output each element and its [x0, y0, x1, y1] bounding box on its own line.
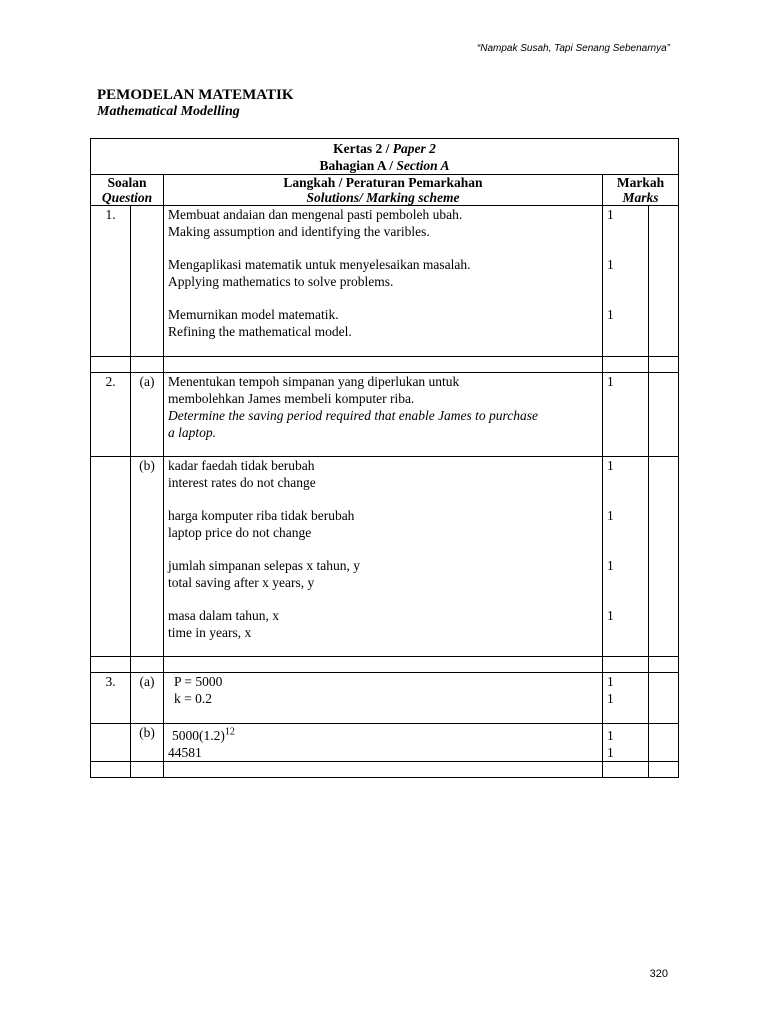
document-subtitle: Mathematical Modelling [97, 104, 240, 119]
part-label: (b) [131, 457, 164, 657]
marks-cell: 1 1 1 [603, 206, 649, 357]
marks-total-cell [649, 673, 679, 724]
table-row-q2a [91, 373, 679, 457]
question-number [91, 724, 131, 762]
section-label-en: Section A [396, 158, 450, 173]
marks-total-cell [649, 206, 679, 357]
column-header-marks: Markah Marks [603, 175, 679, 206]
page-number: 320 [649, 968, 668, 980]
marks-total-cell [649, 457, 679, 657]
exponent: 12 [224, 726, 235, 738]
part-label: (a) [131, 373, 164, 457]
column-header-question: Soalan Question [91, 175, 164, 206]
question-number: 2. [91, 373, 131, 457]
solution-cell: Membuat andaian dan mengenal pasti pemboleh ubah. Making assumption and identifying the varibles. Mengaplikasi matematik untuk menyelesaikan masalah. Applying mathematics to solve problems. Memurnikan model matematik. Refining the mathematical model. [164, 206, 603, 357]
marks-cell: 1 [603, 373, 649, 457]
marks-cell: 1 1 [603, 673, 649, 724]
marking-scheme-table [90, 138, 679, 778]
column-header-row [91, 175, 679, 206]
section-label-ms: Bahagian A / [319, 158, 397, 173]
marks-cell: 1 1 [603, 724, 649, 762]
question-number: 3. [91, 673, 131, 724]
solution-cell: P = 5000 k = 0.2 [164, 673, 603, 724]
result: 44581 [168, 745, 202, 760]
table-row-q3a [91, 673, 679, 724]
table-header-paper [91, 139, 679, 158]
expression: $5000(1.2)^{12}$ [172, 726, 235, 743]
spacer-row [91, 357, 679, 373]
document-title: PEMODELAN MATEMATIK [97, 87, 294, 103]
spacer-row [91, 762, 679, 778]
column-header-solution: Langkah / Peraturan Pemarkahan Solutions/ Marking scheme [164, 175, 603, 206]
part-label: (a) [131, 673, 164, 724]
marks-cell: 1 1 1 1 [603, 457, 649, 657]
part-label: (b) [131, 724, 164, 762]
marks-total-cell [649, 373, 679, 457]
solution-cell [164, 724, 603, 762]
spacer-row [91, 657, 679, 673]
solution-cell: Menentukan tempoh simpanan yang diperlukan untuk membolehkan James membeli komputer riba. Determine the saving period required that enable James to purchase a laptop. [164, 373, 603, 457]
marks-total-cell [649, 724, 679, 762]
question-number: 1. [91, 206, 131, 357]
part-cell [131, 206, 164, 357]
solution-cell: kadar faedah tidak berubah interest rates do not change harga komputer riba tidak berubah laptop price do not change jumlah simpanan selepas x tahun, y total saving after x years, y masa dalam tahun, x time in years, x [164, 457, 603, 657]
table-header-section [91, 157, 679, 175]
table-row-q1 [91, 206, 679, 357]
question-number [91, 457, 131, 657]
paper-label-en: Paper 2 [392, 141, 436, 156]
header-quote: “Nampak Susah, Tapi Senang Sebenarnya” [476, 43, 670, 54]
table-row-q3b [91, 724, 679, 762]
table-row-q2b [91, 457, 679, 657]
paper-label-ms: Kertas 2 / [333, 141, 393, 156]
